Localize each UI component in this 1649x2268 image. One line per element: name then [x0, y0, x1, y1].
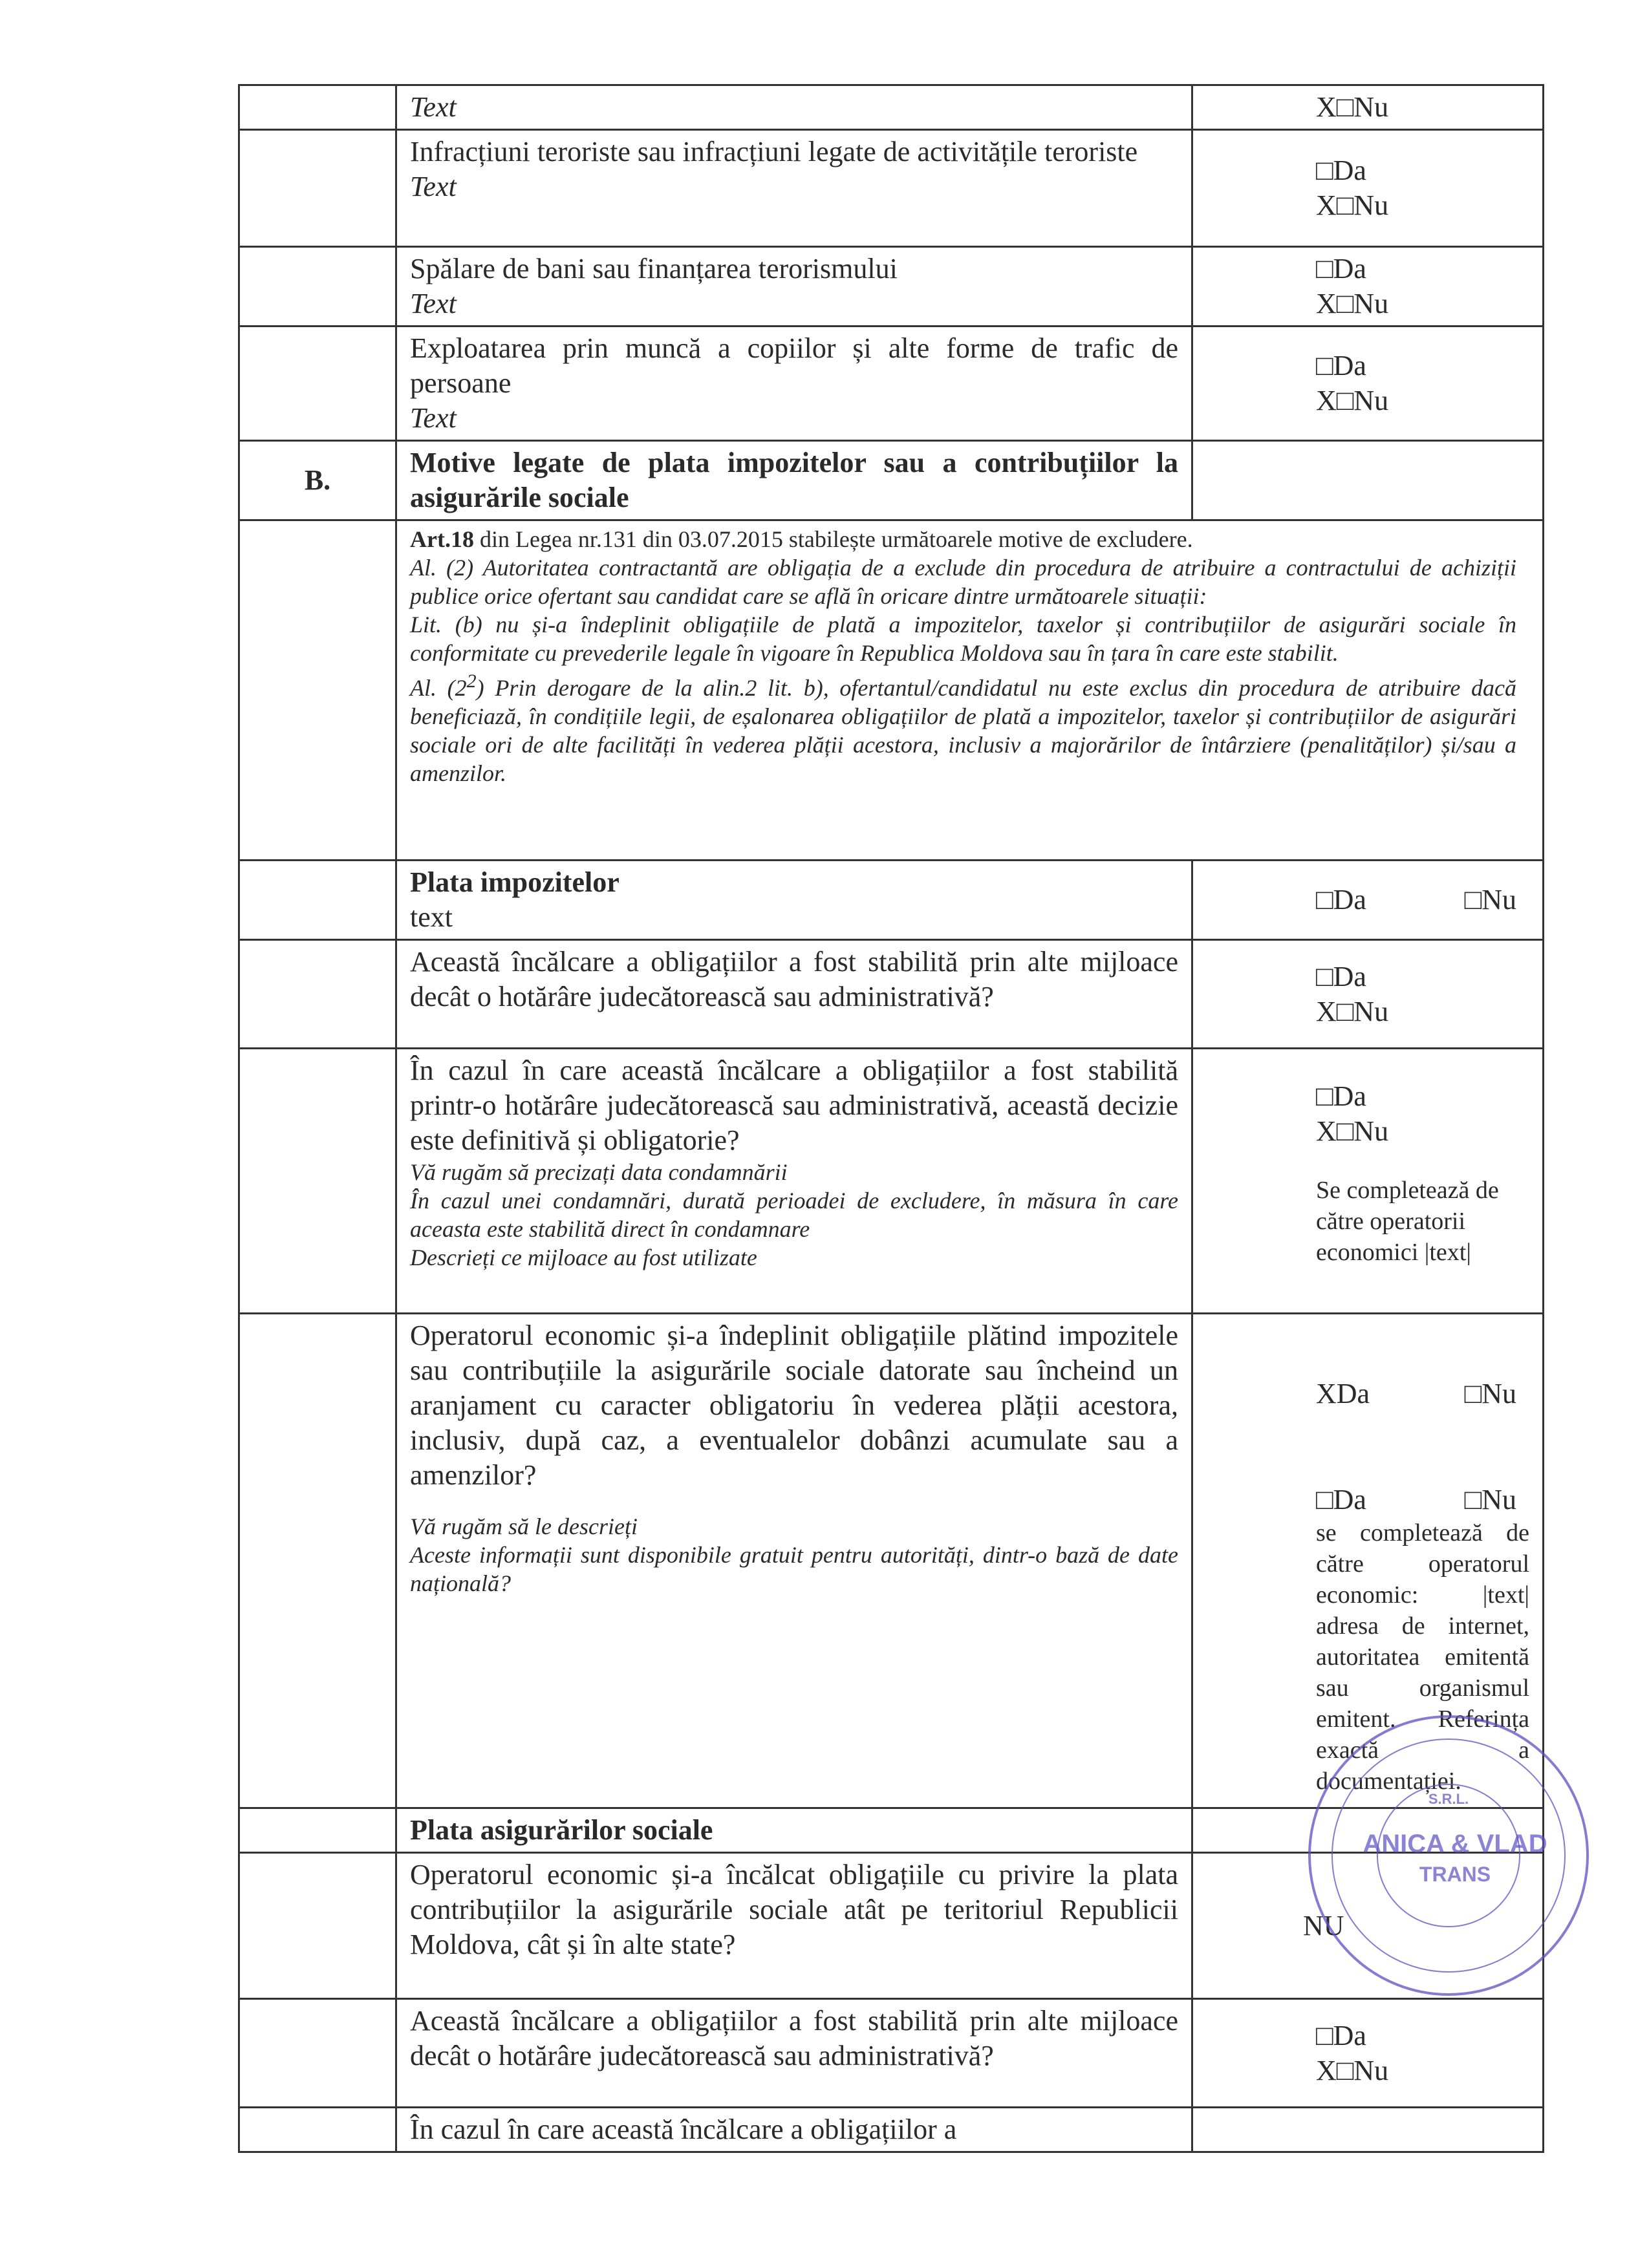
- row-note: Text: [410, 402, 457, 434]
- table-row: [239, 1808, 1544, 1853]
- question-text: Această încălcare a obligațiilor a fost stabilită prin alte mijloace decât o hotărâre judecătorească sau administrativă?: [396, 1999, 1192, 2108]
- checkbox-nu[interactable]: X□Nu: [1316, 2054, 1389, 2086]
- checkbox-da[interactable]: □Da: [1316, 884, 1366, 915]
- checkbox-nu[interactable]: □Nu: [1464, 1484, 1516, 1515]
- legal-paragraph: Al. $(2^2)$ Prin derogare de la alin.2 lit. b), ofertantul/candidatul nu este exclus din procedura de atribuire dacă beneficiază, în condițiile legii, de eșalonarea obligațiilor de plată a impozitelor, taxelor și contribuțiilor de asigurări sociale ori de alte facilități în vederea plății acestora, inclusiv a majorărilor de întârziere (penalităților) și/sau a amenzilor.: [410, 670, 1516, 786]
- legal-paragraph: Al. (2) Autoritatea contractantă are obligația de a exclude din procedura de atribuire a contractului de achiziții publice orice ofertant sau candidat care se află în oricare dintre următoarele situații:: [410, 555, 1516, 609]
- row-note: Text: [410, 171, 457, 202]
- checkbox-nu[interactable]: □Nu: [1464, 884, 1516, 915]
- question-text: În cazul în care această încălcare a obligațiilor a: [396, 2108, 1192, 2152]
- question-text: Această încălcare a obligațiilor a fost stabilită prin alte mijloace decât o hotărâre judecătorească sau administrativă?: [396, 940, 1192, 1049]
- checkbox-da[interactable]: □Da: [1316, 253, 1366, 284]
- checkbox-nu[interactable]: X□Nu: [1316, 385, 1389, 416]
- subsection-title: Plata asigurărilor sociale: [396, 1808, 1192, 1853]
- question-note: Vă rugăm să precizați data condamnării: [410, 1159, 788, 1185]
- row-description: Infracțiuni teroriste sau infracțiuni legate de activitățile teroriste: [410, 136, 1138, 167]
- question-note: Vă rugăm să le descrieți: [410, 1514, 638, 1539]
- question-text: În cazul în care această încălcare a obligațiilor a fost stabilită printr-o hotărâre judecătorească sau administrativă, această decizie este definitivă și obligatorie?: [410, 1054, 1178, 1156]
- checkbox-da[interactable]: □Da: [1316, 155, 1366, 186]
- fill-instruction: Se completează de către operatorii economici |text|: [1316, 1177, 1499, 1266]
- row-note: Text: [410, 91, 457, 123]
- checkbox-da[interactable]: □Da: [1316, 1080, 1366, 1112]
- table-row: [239, 130, 1544, 247]
- checkbox-da[interactable]: □Da: [1316, 350, 1366, 381]
- checkbox-nu[interactable]: X□Nu: [1316, 189, 1389, 221]
- row-description: Spălare de bani sau finanțarea terorismului: [410, 253, 898, 284]
- question-text: Operatorul economic și-a încălcat obligațiile cu privire la plata contribuțiilor la asigurările sociale atât pe teritoriul Republicii Moldova, cât și în alte state?: [396, 1853, 1192, 1999]
- svg-text:ANICA & VLAD: ANICA & VLAD: [1363, 1830, 1547, 1858]
- answer-value: NU: [1303, 1909, 1344, 1942]
- section-title: Motive legate de plata impozitelor sau a contribuțiilor la asigurările sociale: [396, 441, 1192, 520]
- row-note: text: [410, 901, 453, 933]
- table-row: [239, 861, 1544, 940]
- row-note: Text: [410, 288, 457, 319]
- table-row: [239, 1314, 1544, 1808]
- checkbox-nu[interactable]: X□Nu: [1316, 288, 1389, 319]
- question-text: Operatorul economic și-a îndeplinit obligațiile plătind impozitele sau contribuțiile la asigurările sociale datorate sau încheind un aranjament cu caracter obligatoriu în vederea plății acestora, inclusiv, după caz, a eventualelor dobânzi acumulate sau a amenzilor?: [410, 1320, 1178, 1491]
- subsection-title: Plata impozitelor: [410, 866, 620, 898]
- svg-text:TRANS: TRANS: [1419, 1863, 1491, 1886]
- question-note: În cazul unei condamnări, durată perioadei de excludere, în măsura în care aceasta este stabilită direct în condamnare: [410, 1188, 1178, 1242]
- legal-paragraph: Lit. (b) nu și-a îndeplinit obligațiile de plată a impozitelor, taxelor și contribuțiilor de asigurări sociale în conformitate cu prevederile legale în vigoare în Republica Moldova sau în țara în care este stabilit.: [410, 612, 1516, 666]
- fill-instruction: se completează de către operatorul economic: |text| adresa de internet, autoritatea emitentă sau organismul emitent. Referința exactă a documentației.: [1316, 1519, 1529, 1795]
- svg-text:S.R.L.: S.R.L.: [1428, 1791, 1469, 1807]
- legal-article: Art.18 din Legea nr.131 din 03.07.2015 stabilește următoarele motive de excludere.: [410, 526, 1193, 552]
- checkbox-da[interactable]: □Da: [1316, 1484, 1366, 1515]
- table-row: [239, 1999, 1544, 2108]
- table-row: [239, 1853, 1544, 1999]
- question-note: Aceste informații sunt disponibile gratuit pentru autorități, dintr-o bază de date națională?: [410, 1542, 1178, 1596]
- checkbox-nu[interactable]: X□Nu: [1316, 91, 1389, 123]
- section-letter: B.: [239, 441, 396, 520]
- checkbox-nu[interactable]: □Nu: [1464, 1378, 1516, 1409]
- table-row: [239, 247, 1544, 326]
- checkbox-nu[interactable]: X□Nu: [1316, 995, 1389, 1027]
- table-row: [239, 940, 1544, 1049]
- table-row: [239, 2108, 1544, 2152]
- row-description: Exploatarea prin muncă a copiilor și alte forme de trafic de persoane: [410, 332, 1178, 399]
- section-header-row: [239, 441, 1544, 520]
- table-row: [239, 1049, 1544, 1314]
- checkbox-da[interactable]: □Da: [1316, 2019, 1366, 2051]
- table-row: [239, 326, 1544, 441]
- question-note: Descrieți ce mijloace au fost utilizate: [410, 1245, 757, 1270]
- checkbox-da[interactable]: XDa: [1316, 1378, 1370, 1409]
- exclusion-criteria-table: [238, 84, 1544, 2153]
- checkbox-da[interactable]: □Da: [1316, 960, 1366, 992]
- legal-text-row: [239, 520, 1544, 861]
- table-row: [239, 85, 1544, 130]
- checkbox-nu[interactable]: X□Nu: [1316, 1115, 1389, 1147]
